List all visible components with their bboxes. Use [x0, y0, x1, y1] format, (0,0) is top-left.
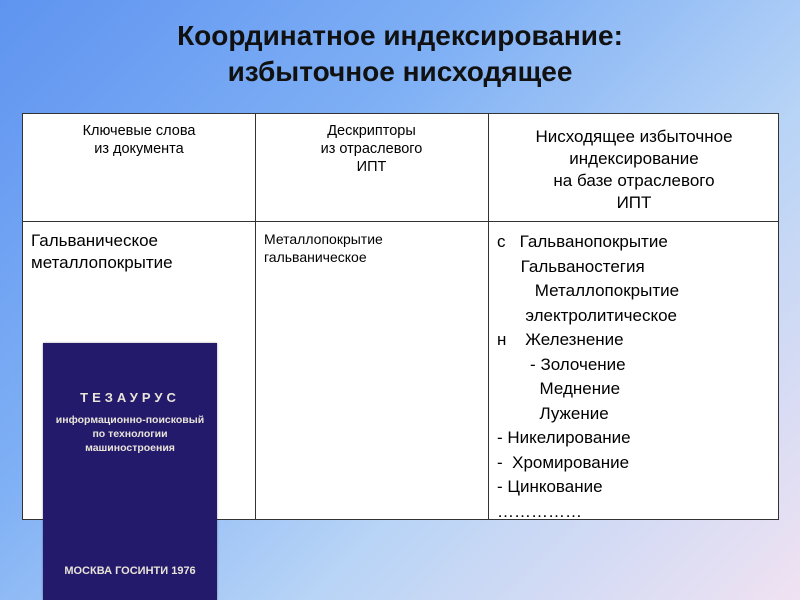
- list-item: с Гальванопокрытие: [497, 232, 668, 251]
- list-item: Меднение: [497, 379, 621, 398]
- header-divider: [23, 221, 778, 222]
- title-line-1: Координатное индексирование:: [177, 20, 623, 51]
- list-item: - Хромирование: [497, 452, 630, 472]
- cell-descending-list: [497, 230, 679, 524]
- list-item: н Железнение: [497, 330, 624, 349]
- list-item: ……………: [497, 501, 582, 521]
- list-item: Гальваностегия: [497, 256, 645, 276]
- list-item: - Цинкование: [497, 477, 603, 496]
- list-item: Металлопокрытие: [497, 281, 680, 300]
- title-line-2: избыточное нисходящее: [227, 56, 573, 87]
- list-item: электролитическое: [497, 305, 678, 325]
- header-descending-indexing: Нисходящее избыточное индексирование на базе отраслевого ИПТ: [535, 127, 733, 212]
- list-item: - Никелирование: [497, 428, 631, 447]
- book-subtitle: информационно-поисковый по технологии машиностроения: [55, 414, 205, 454]
- header-keywords: Ключевые слова из документа: [82, 123, 196, 157]
- thesaurus-book-cover: [43, 343, 217, 600]
- slide-title: [0, 18, 800, 90]
- list-item: Лужение: [497, 403, 609, 423]
- header-descriptors: Дескрипторы из отраслевого ИПТ: [320, 123, 423, 175]
- list-item: - Золочение: [497, 354, 626, 374]
- cell-descriptors: Металлопокрытие гальваническое: [264, 231, 383, 265]
- cell-keywords: Гальваническое металлопокрытие: [31, 231, 173, 272]
- book-title: ТЕЗАУРУС: [80, 390, 180, 405]
- book-publisher: МОСКВА ГОСИНТИ 1976: [64, 565, 196, 577]
